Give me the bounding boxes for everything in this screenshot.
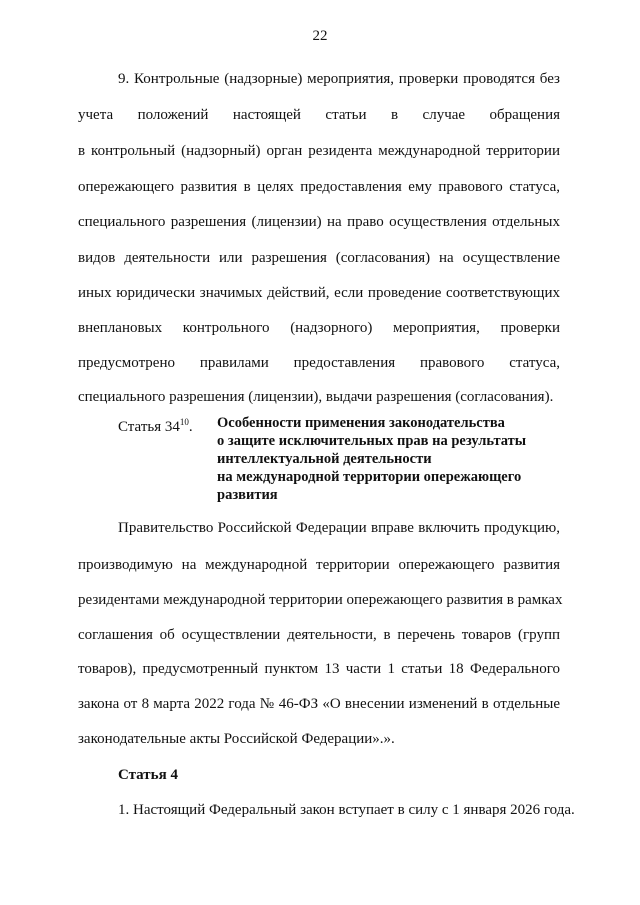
article-title-line-1: Особенности применения законодательства <box>217 415 505 431</box>
article-label <box>118 414 193 436</box>
paragraph-9-line-7: иных юридически значимых действий, если проведение соответствующих <box>78 285 560 301</box>
gov-paragraph-line-3: резидентами международной территории опережающего развития в рамках <box>78 592 563 608</box>
gov-paragraph-line-5: товаров), предусмотренный пунктом 13 части 1 статьи 18 Федерального <box>78 661 560 677</box>
gov-paragraph-line-4: соглашения об осуществлении деятельности, в перечень товаров (групп <box>78 627 560 643</box>
article-title-line-4: на международной территории опережающего <box>217 469 522 485</box>
gov-paragraph-line-1: Правительство Российской Федерации вправе включить продукцию, <box>118 520 560 536</box>
article-4-paragraph-1: 1. Настоящий Федеральный закон вступает в силу с 1 января 2026 года. <box>118 802 575 818</box>
article-label-text: Статья 34 <box>118 419 180 435</box>
paragraph-9-line-10: специального разрешения (лицензии), выдачи разрешения (согласования). <box>78 389 554 405</box>
article-title-line-2: о защите исключительных прав на результаты <box>217 433 527 449</box>
page-number: 22 <box>312 28 328 44</box>
gov-paragraph-line-6: закона от 8 марта 2022 года № 46-ФЗ «О внесении изменений в отдельные <box>78 696 560 712</box>
paragraph-9-line-8: внеплановых контрольного (надзорного) мероприятия, проверки <box>78 320 560 336</box>
paragraph-9-line-4: опережающего развития в целях предоставления ему правового статуса, <box>78 179 560 195</box>
article-title-line-5: развития <box>217 487 278 503</box>
paragraph-9-line-6: видов деятельности или разрешения (согласования) на осуществление <box>78 250 560 266</box>
article-title-line-3: интеллектуальной деятельности <box>217 451 432 467</box>
article-4-heading: Статья 4 <box>118 767 178 783</box>
paragraph-9-line-5: специального разрешения (лицензии) на право осуществления отдельных <box>78 214 560 230</box>
paragraph-9-line-1: 9. Контрольные (надзорные) мероприятия, проверки проводятся без <box>118 71 560 87</box>
gov-paragraph-line-2: производимую на международной территории опережающего развития <box>78 557 560 573</box>
article-label-superscript: 10 <box>179 417 189 427</box>
paragraph-9-line-2: учета положений настоящей статьи в случае обращения <box>78 107 560 123</box>
paragraph-9-line-9: предусмотрено правилами предоставления правового статуса, <box>78 355 560 371</box>
paragraph-9-line-3: в контрольный (надзорный) орган резидента международной территории <box>78 143 560 159</box>
gov-paragraph-line-7: законодательные акты Российской Федерации».». <box>78 731 395 747</box>
article-label-dot: . <box>188 419 193 435</box>
